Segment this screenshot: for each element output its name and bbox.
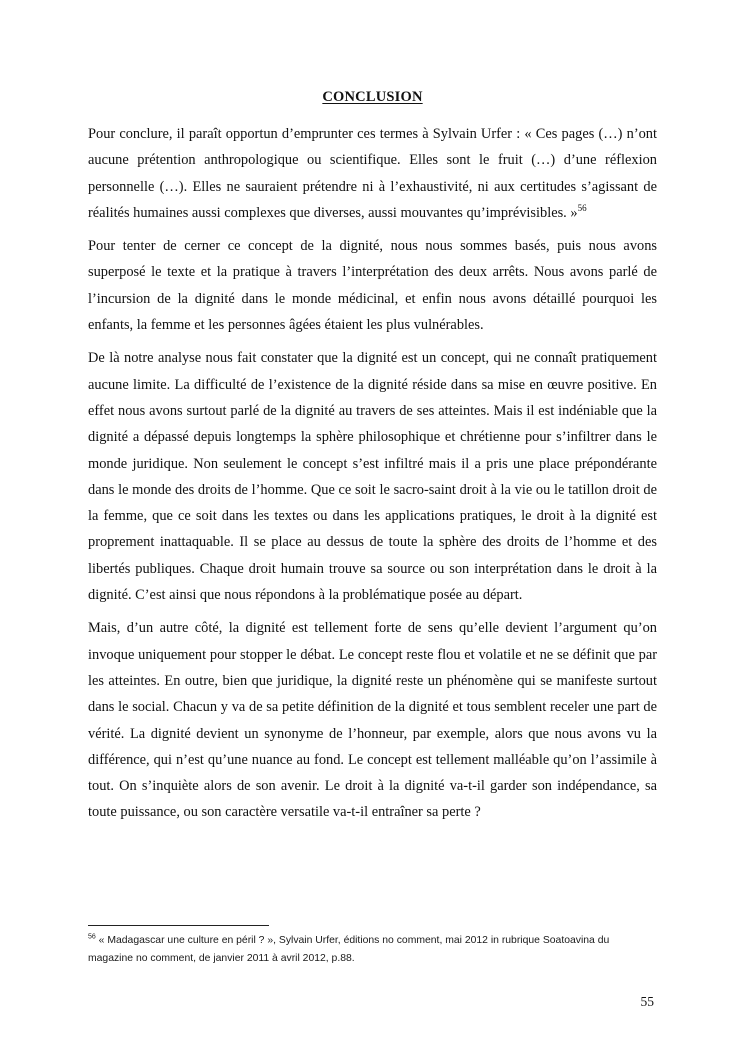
page-title: CONCLUSION: [322, 89, 423, 105]
footnote-separator: [88, 925, 269, 926]
page-number: 55: [640, 994, 654, 1009]
footnote-reference[interactable]: 56: [577, 203, 587, 214]
paragraph-4: [88, 615, 657, 825]
body-text: [88, 121, 657, 833]
paragraph-text: De là notre analyse nous fait constater que la dignité est un concept, qui ne connaît pratiquement aucune limite. La difficulté de l’existence de la dignité réside dans sa mise en œuvre positive. En effet nous avons surtout parlé de la dignité au travers de ses atteintes. Mais il est indéniable que la dignité a dépassé depuis longtemps la sphère philosophique et chrétienne pour s’infiltrer dans le monde juridique. Non seulement le concept s’est infiltré mais il a pris une place prépondérante dans le monde des droits de l’homme. Que ce soit le sacro-saint droit à la vie ou le tatillon droit de la femme, que ce soit dans les textes ou dans les applications pratiques, le droit à la dignité est proprement inattaquable. Il se place au dessus de toute la sphère des droits de l’homme et des libertés publiques. Chaque droit humain trouve sa source ou son interprétation dans le droit à la dignité. C’est ainsi que nous répondons à la problématique posée au départ.: [88, 350, 657, 604]
footnote-number: 56: [88, 933, 96, 941]
paragraph-text: Pour conclure, il paraît opportun d’emprunter ces termes à Sylvain Urfer : « Ces pages (…) n’ont aucune prétention anthropologique ou scientifique. Elles sont le fruit (…) d’une réflexion personnelle (…). Elles ne sauraient prétendre ni à l’exhaustivité, ni aux certitudes s’agissant de réalités humaines aussi complexes que diverses, aussi mouvantes qu’imprévisibles. »: [88, 126, 657, 221]
paragraph-text: Pour tenter de cerner ce concept de la dignité, nous nous sommes basés, puis nous avons superposé le texte et la pratique à travers l’interprétation des deux arrêts. Nous avons parlé de l’incursion de la dignité dans le monde médicinal, et enfin nous avons détaillé pourquoi les enfants, la femme et les personnes âgées étaient les plus vulnérables.: [88, 238, 657, 334]
paragraph-1: [88, 121, 657, 226]
paragraph-3: [88, 345, 657, 608]
footnote: [88, 932, 657, 968]
paragraph-text: Mais, d’un autre côté, la dignité est tellement forte de sens qu’elle devient l’argument qu’on invoque uniquement pour stopper le débat. Le concept reste flou et volatile et ne se définit que par les atteintes. En outre, bien que juridique, la dignité reste un phénomène qui se manifeste surtout dans le social. Chacun y va de sa petite définition de la dignité et tous semblent receler une part de vérité. La dignité devient un synonyme de l’honneur, par exemple, alors que nous avons vu la différence, qui n’est qu’une nuance au fond. Le concept est tellement malléable qu’on l’assimile à tout. On s’inquiète alors de son avenir. Le droit à la dignité va-t-il garder son indépendance, sa toute puissance, ou son caractère versatile va-t-il entraîner sa perte ?: [88, 620, 657, 821]
footnote-text: « Madagascar une culture en péril ? », Sylvain Urfer, éditions no comment, mai 2012 in rubrique Soatoavina du magazine no comment, de janvier 2011 à avril 2012, p.88.: [88, 935, 610, 964]
paragraph-2: [88, 233, 657, 338]
